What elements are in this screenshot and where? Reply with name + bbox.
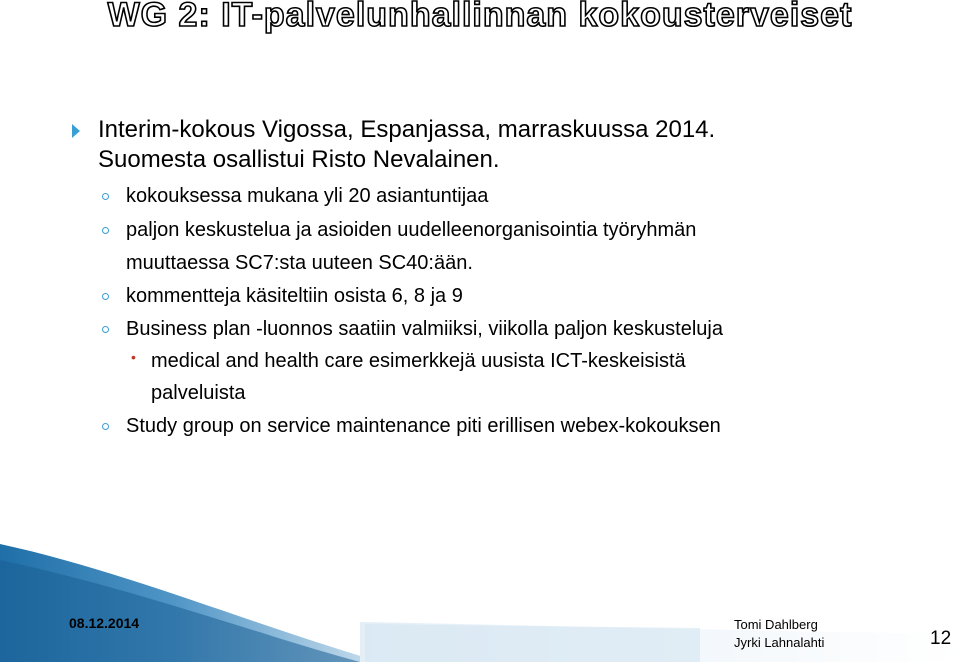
bullet-text: muuttaessa SC7:sta uuteen SC40:ään.: [126, 252, 473, 274]
bullet-text: kokouksessa mukana yli 20 asiantuntijaa: [126, 185, 489, 207]
ring-bullet-icon: [102, 326, 109, 333]
ring-bullet-icon: [102, 193, 109, 200]
footer-author: Tomi Dahlberg: [734, 617, 818, 632]
page-number: 12: [930, 628, 952, 649]
slide-title: WG 2: IT-palvelunhallinnan kokousterveiset: [107, 0, 853, 34]
bullet-text: kommentteja käsiteltiin osista 6, 8 ja 9: [126, 285, 463, 307]
ring-bullet-icon: [102, 423, 109, 430]
bullet-text: Interim-kokous Vigossa, Espanjassa, marraskuussa 2014.: [98, 116, 716, 143]
bullet-text: paljon keskustelua ja asioiden uudelleenorganisointia työryhmän: [126, 219, 697, 241]
footer-date: 08.12.2014: [69, 615, 140, 631]
ring-bullet-icon: [102, 227, 109, 234]
bullet-text: medical and health care esimerkkejä uusista ICT-keskeisistä: [151, 350, 686, 372]
footer-author: Jyrki Lahnalahti: [734, 635, 825, 650]
ring-bullet-icon: [102, 293, 109, 300]
bullet-text: Business plan -luonnos saatiin valmiiksi, viikolla paljon keskusteluja: [126, 318, 723, 340]
bullet-text: Study group on service maintenance piti erillisen webex-kokouksen: [126, 415, 721, 437]
footer-authors: [734, 616, 824, 652]
dot-bullet-icon: •: [131, 349, 136, 365]
bullet-text: Suomesta osallistui Risto Nevalainen.: [98, 146, 500, 173]
arrow-bullet-icon: [72, 124, 80, 138]
bullet-text: palveluista: [151, 382, 246, 404]
